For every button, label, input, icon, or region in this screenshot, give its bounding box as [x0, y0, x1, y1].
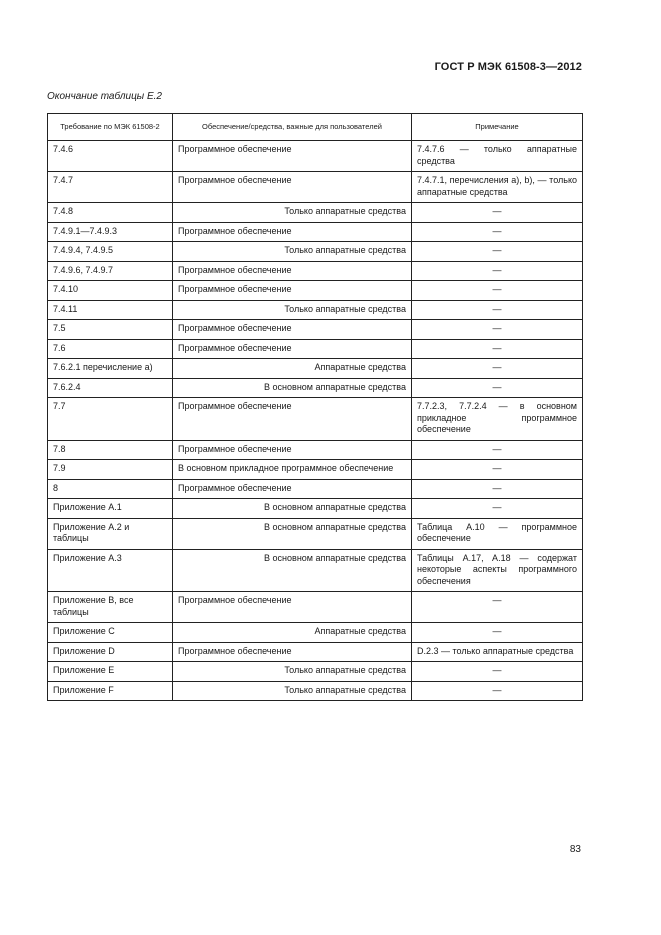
cell-provision: Только аппаратные средства [173, 662, 412, 682]
table-row [48, 281, 583, 301]
cell-requirement: 7.4.11 [48, 300, 173, 320]
cell-note: — [412, 460, 583, 480]
cell-provision: Только аппаратные средства [173, 203, 412, 223]
cell-provision: В основном аппаратные средства [173, 378, 412, 398]
table-row [48, 681, 583, 701]
cell-note: 7.4.7.6 — только аппаратные средства [412, 141, 583, 172]
cell-requirement: 7.4.8 [48, 203, 173, 223]
table-row [48, 460, 583, 480]
cell-note: 7.7.2.3, 7.7.2.4 — в основном прикладное программное обеспечение [412, 398, 583, 441]
cell-requirement: Приложение E [48, 662, 173, 682]
table-row [48, 440, 583, 460]
cell-requirement: 8 [48, 479, 173, 499]
cell-note: — [412, 623, 583, 643]
cell-note: — [412, 261, 583, 281]
cell-provision: В основном аппаратные средства [173, 549, 412, 592]
cell-note: — [412, 222, 583, 242]
header-provision: Обеспечение/средства, важные для пользователей [173, 114, 412, 141]
cell-provision: Программное обеспечение [173, 592, 412, 623]
cell-note: — [412, 203, 583, 223]
cell-provision: Аппаратные средства [173, 623, 412, 643]
table-row [48, 261, 583, 281]
cell-requirement: 7.4.9.1—7.4.9.3 [48, 222, 173, 242]
table-row [48, 300, 583, 320]
cell-requirement: 7.6 [48, 339, 173, 359]
table-row [48, 499, 583, 519]
cell-provision: В основном аппаратные средства [173, 499, 412, 519]
cell-provision: В основном аппаратные средства [173, 518, 412, 549]
cell-provision: Программное обеспечение [173, 642, 412, 662]
cell-note: — [412, 281, 583, 301]
cell-provision: Только аппаратные средства [173, 242, 412, 262]
cell-provision: Программное обеспечение [173, 172, 412, 203]
cell-note: — [412, 499, 583, 519]
table-row [48, 398, 583, 441]
cell-requirement: Приложение A.3 [48, 549, 173, 592]
table-row [48, 662, 583, 682]
cell-provision: Программное обеспечение [173, 261, 412, 281]
table-row [48, 518, 583, 549]
table-row [48, 642, 583, 662]
cell-requirement: Приложение D [48, 642, 173, 662]
cell-requirement: Приложение B, все таблицы [48, 592, 173, 623]
cell-requirement: Приложение C [48, 623, 173, 643]
cell-note: — [412, 681, 583, 701]
cell-note: — [412, 300, 583, 320]
cell-provision: Программное обеспечение [173, 320, 412, 340]
cell-provision: Программное обеспечение [173, 479, 412, 499]
cell-requirement: 7.8 [48, 440, 173, 460]
table-caption: Окончание таблицы E.2 [47, 91, 162, 102]
cell-requirement: Приложение A.2 и таблицы [48, 518, 173, 549]
cell-requirement: 7.4.6 [48, 141, 173, 172]
cell-note: Таблицы A.17, A.18 — содержат некоторые аспекты программного обеспечения [412, 549, 583, 592]
cell-requirement: 7.7 [48, 398, 173, 441]
cell-note: 7.4.7.1, перечисления a), b), — только аппаратные средства [412, 172, 583, 203]
header-note: Примечание [412, 114, 583, 141]
table-row [48, 339, 583, 359]
table-header-row [48, 114, 583, 141]
table-row [48, 242, 583, 262]
cell-requirement: 7.4.9.6, 7.4.9.7 [48, 261, 173, 281]
cell-provision: Программное обеспечение [173, 222, 412, 242]
table-row [48, 479, 583, 499]
cell-requirement: 7.5 [48, 320, 173, 340]
table-row [48, 592, 583, 623]
cell-provision: Только аппаратные средства [173, 300, 412, 320]
cell-requirement: 7.4.10 [48, 281, 173, 301]
cell-note: Таблица A.10 — программное обеспечение [412, 518, 583, 549]
cell-note: — [412, 378, 583, 398]
table-row [48, 359, 583, 379]
table-row [48, 549, 583, 592]
cell-provision: Программное обеспечение [173, 141, 412, 172]
cell-note: — [412, 242, 583, 262]
cell-provision: В основном прикладное программное обеспечение [173, 460, 412, 480]
cell-provision: Только аппаратные средства [173, 681, 412, 701]
cell-note: — [412, 662, 583, 682]
header-requirement: Требование по МЭК 61508-2 [48, 114, 173, 141]
cell-provision: Аппаратные средства [173, 359, 412, 379]
cell-requirement: 7.6.2.4 [48, 378, 173, 398]
cell-requirement: 7.4.7 [48, 172, 173, 203]
cell-requirement: 7.9 [48, 460, 173, 480]
cell-requirement: 7.4.9.4, 7.4.9.5 [48, 242, 173, 262]
cell-note: — [412, 339, 583, 359]
cell-provision: Программное обеспечение [173, 398, 412, 441]
table-row [48, 222, 583, 242]
table-row [48, 172, 583, 203]
cell-provision: Программное обеспечение [173, 440, 412, 460]
table-row [48, 378, 583, 398]
cell-provision: Программное обеспечение [173, 281, 412, 301]
document-header: ГОСТ Р МЭК 61508-3—2012 [434, 61, 582, 73]
cell-note: D.2.3 — только аппаратные средства [412, 642, 583, 662]
table-row [48, 141, 583, 172]
table-row [48, 320, 583, 340]
table-row [48, 623, 583, 643]
table-row [48, 203, 583, 223]
requirements-table [47, 113, 583, 701]
page-number: 83 [569, 844, 581, 855]
cell-requirement: 7.6.2.1 перечисление a) [48, 359, 173, 379]
cell-requirement: Приложение A.1 [48, 499, 173, 519]
cell-note: — [412, 320, 583, 340]
cell-provision: Программное обеспечение [173, 339, 412, 359]
cell-note: — [412, 592, 583, 623]
cell-note: — [412, 359, 583, 379]
cell-note: — [412, 479, 583, 499]
cell-requirement: Приложение F [48, 681, 173, 701]
cell-note: — [412, 440, 583, 460]
